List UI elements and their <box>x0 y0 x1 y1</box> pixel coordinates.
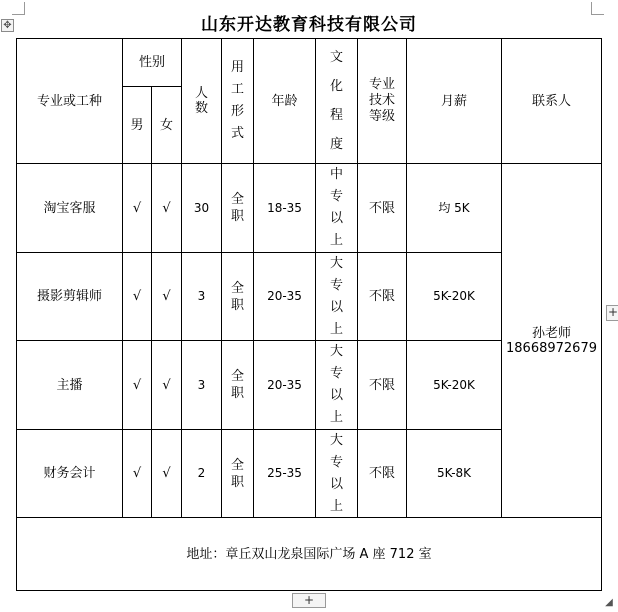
row-1-salary <box>406 163 502 253</box>
row-2-male <box>122 252 152 341</box>
row-3-employment-text: 全职 <box>230 369 244 401</box>
contact-phone: 18668972679 <box>506 340 597 356</box>
table-resize-handle-icon[interactable]: ◢ <box>605 597 613 608</box>
row-2-skill <box>357 252 407 341</box>
row-2-skill-text: 不限 <box>368 289 395 304</box>
header-count <box>181 38 222 164</box>
row-4-education <box>315 429 358 518</box>
row-2-position-text: 摄影剪辑师 <box>36 289 102 304</box>
row-3-education <box>315 340 358 430</box>
row-4-employment <box>221 429 254 518</box>
row-4-count <box>181 429 222 518</box>
row-3-position <box>16 340 123 430</box>
row-2-age-text: 20-35 <box>267 289 302 303</box>
row-1-female-text: √ <box>162 200 171 216</box>
row-4-male-text: √ <box>132 466 142 481</box>
row-4-skill-text: 不限 <box>368 466 395 481</box>
row-4-male <box>122 429 152 518</box>
row-1-male-text: √ <box>132 200 142 216</box>
header-employment-text: 用工形式 <box>230 60 244 141</box>
row-2-education <box>315 252 358 341</box>
header-count-text: 人数 <box>194 86 208 116</box>
header-male: 男 <box>122 86 152 164</box>
row-2-education-text: 大专以上 <box>329 255 343 337</box>
row-3-male-text: √ <box>132 377 142 393</box>
row-2-female <box>151 252 182 341</box>
row-3-education-text: 大专以上 <box>329 344 343 425</box>
header-employment <box>221 38 254 164</box>
row-1-age <box>253 163 316 253</box>
row-1-count-text: 30 <box>193 200 210 215</box>
row-3-count <box>181 340 222 430</box>
row-1-employment-text: 全职 <box>230 192 244 224</box>
row-3-employment <box>221 340 254 430</box>
contact-name: 孙老师 <box>531 325 571 341</box>
row-4-age <box>253 429 316 518</box>
row-4-education-text: 大专以上 <box>329 432 343 514</box>
address-cell: 地址：章丘双山龙泉国际广场 A 座 712 室 <box>16 517 602 591</box>
header-female: 女 <box>151 86 182 164</box>
row-4-salary-text: 5K-8K <box>436 466 472 480</box>
row-3-female-text: √ <box>162 377 171 393</box>
row-2-employment-text: 全职 <box>230 280 244 313</box>
row-2-age <box>253 252 316 341</box>
row-3-salary <box>406 340 502 430</box>
row-2-salary-text: 5K-20K <box>433 289 475 303</box>
row-2-salary <box>406 252 502 341</box>
row-3-skill <box>357 340 407 430</box>
row-4-age-text: 25-35 <box>267 466 302 480</box>
row-1-education-text: 中专以上 <box>329 167 343 248</box>
contact-cell <box>501 163 602 518</box>
row-1-position-text: 淘宝客服 <box>43 200 96 216</box>
row-2-male-text: √ <box>132 289 142 304</box>
company-title: 山东开达教育科技有限公司 <box>201 15 417 35</box>
row-4-female <box>151 429 182 518</box>
row-3-skill-text: 不限 <box>368 377 395 393</box>
row-2-female-text: √ <box>162 289 171 304</box>
row-1-male <box>122 163 152 253</box>
row-4-employment-text: 全职 <box>230 457 244 490</box>
row-2-employment <box>221 252 254 341</box>
row-3-male <box>122 340 152 430</box>
row-4-position-text: 财务会计 <box>43 466 96 481</box>
row-1-age-text: 18-35 <box>267 200 302 215</box>
row-1-education <box>315 163 358 253</box>
row-2-position <box>16 252 123 341</box>
row-1-skill <box>357 163 407 253</box>
row-4-skill <box>357 429 407 518</box>
header-contact: 联系人 <box>501 38 602 164</box>
row-4-position <box>16 429 123 518</box>
add-column-button[interactable]: + <box>607 305 618 319</box>
row-3-position-text: 主播 <box>56 377 83 393</box>
header-gender: 性别 <box>122 38 182 87</box>
row-1-skill-text: 不限 <box>368 200 395 216</box>
row-1-salary-text: 均 5K <box>438 200 470 215</box>
header-position: 专业或工种 <box>16 38 123 164</box>
header-skill-text: 专业技术等级 <box>368 77 395 124</box>
row-3-female <box>151 340 182 430</box>
row-1-count <box>181 163 222 253</box>
row-1-female <box>151 163 182 253</box>
add-row-button[interactable]: + <box>292 593 326 608</box>
row-1-employment <box>221 163 254 253</box>
row-2-count <box>181 252 222 341</box>
row-2-count-text: 3 <box>197 289 206 303</box>
row-3-count-text: 3 <box>197 377 206 392</box>
row-4-salary <box>406 429 502 518</box>
table-move-handle-icon[interactable]: ✥ <box>1 19 14 32</box>
header-education <box>315 38 358 164</box>
row-4-count-text: 2 <box>197 466 206 480</box>
row-1-position <box>16 163 123 253</box>
header-salary: 月薪 <box>406 38 502 164</box>
header-skill <box>357 38 407 164</box>
row-3-salary-text: 5K-20K <box>433 377 475 392</box>
header-education-text: 文化程度 <box>329 50 343 152</box>
row-3-age-text: 20-35 <box>267 377 302 392</box>
row-3-age <box>253 340 316 430</box>
row-4-female-text: √ <box>162 466 171 481</box>
header-age: 年龄 <box>253 38 316 164</box>
